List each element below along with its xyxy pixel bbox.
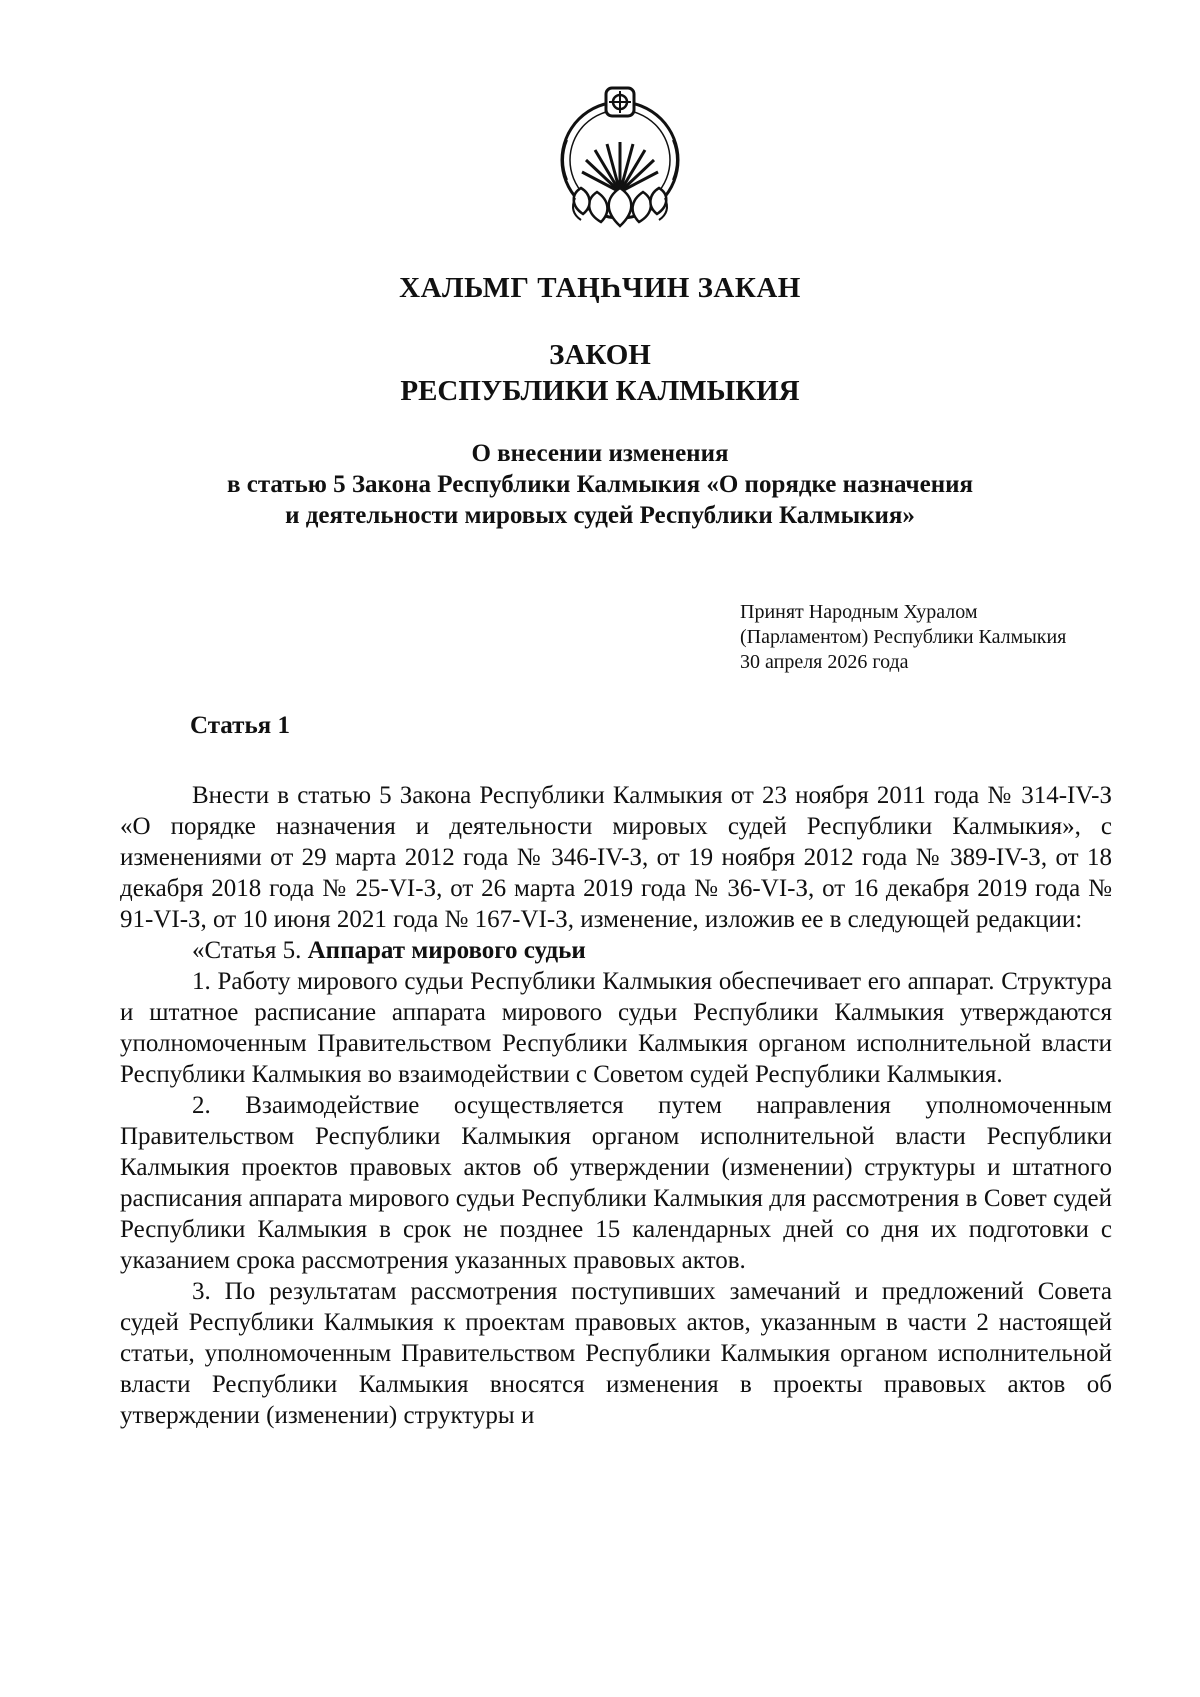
- paragraph-1: 1. Работу мирового судьи Республики Калмыкия обеспечивает его аппарат. Структура и штатное расписание аппарата мирового судьи Республики Калмыкия утверждаются уполномоченным Правительством Республики Калмыкия органом исполнительной власти Республики Калмыкия во взаимодействии с Советом судей Республики Калмыкия.: [120, 968, 1112, 1088]
- law-title: [0, 337, 1200, 409]
- article-heading: Статья 1: [190, 712, 290, 739]
- quoted-article-title: [120, 935, 1112, 966]
- article-intro: Внести в статью 5 Закона Республики Калмыкия от 23 ноября 2011 года № 314-IV-З «О порядке назначения и деятельности мировых судей Республики Калмыкия», с изменениями от 29 марта 2012 года № 346-IV-З, от 19 ноября 2012 года № 389-IV-З, от 18 декабря 2018 года № 25-VI-З, от 26 марта 2019 года № 36-VI-З, от 16 декабря 2019 года № 91-VI-З, от 10 июня 2021 года № 167-VI-З, изменение, изложив ее в следующей редакции:: [120, 782, 1112, 933]
- law-subject-line: в статью 5 Закона Республики Калмыкия «О порядке назначения: [226, 471, 974, 498]
- quote-title: Аппарат мирового судьи: [307, 937, 586, 964]
- quote-prefix: «Статья 5.: [192, 937, 308, 964]
- article-body: [120, 780, 1112, 1431]
- law-subject: [0, 438, 1200, 531]
- paragraph-3: 3. По результатам рассмотрения поступивших замечаний и предложений Совета судей Республики Калмыкия к проектам правовых актов, указанным в части 2 настоящей статьи, уполномоченным Правительством Республики Калмыкия органом исполнительной власти Республики Калмыкия вносятся изменения в проекты правовых актов об утверждении (изменении) структуры и: [120, 1278, 1112, 1429]
- kalmyk-law-title: ХАЛЬМГ ТАҢҺЧИН ЗАКАН: [399, 272, 801, 304]
- law-title-line: РЕСПУБЛИКИ КАЛМЫКИЯ: [400, 375, 800, 407]
- adoption-line: (Парламентом) Республики Калмыкия: [740, 626, 1067, 648]
- adoption-line: Принят Народным Хуралом: [740, 601, 978, 623]
- law-title-line: ЗАКОН: [549, 339, 651, 371]
- law-subject-line: и деятельности мировых судей Республики Калмыкия»: [285, 502, 915, 529]
- adoption-date: 30 апреля 2026 года: [740, 651, 909, 673]
- adoption-note: [740, 600, 1160, 675]
- paragraph-2: 2. Взаимодействие осуществляется путем направления уполномоченным Правительством Республики Калмыкия органом исполнительной власти Республики Калмыкия проектов правовых актов об утверждении (изменении) структуры и штатного расписания аппарата мирового судьи Республики Калмыкия для рассмотрения в Совет судей Республики Калмыкия в срок не позднее 15 календарных дней со дня их подготовки с указанием срока рассмотрения указанных правовых актов.: [120, 1092, 1112, 1274]
- coat-of-arms-emblem-icon: [545, 80, 695, 240]
- law-subject-line: О внесении изменения: [471, 440, 729, 467]
